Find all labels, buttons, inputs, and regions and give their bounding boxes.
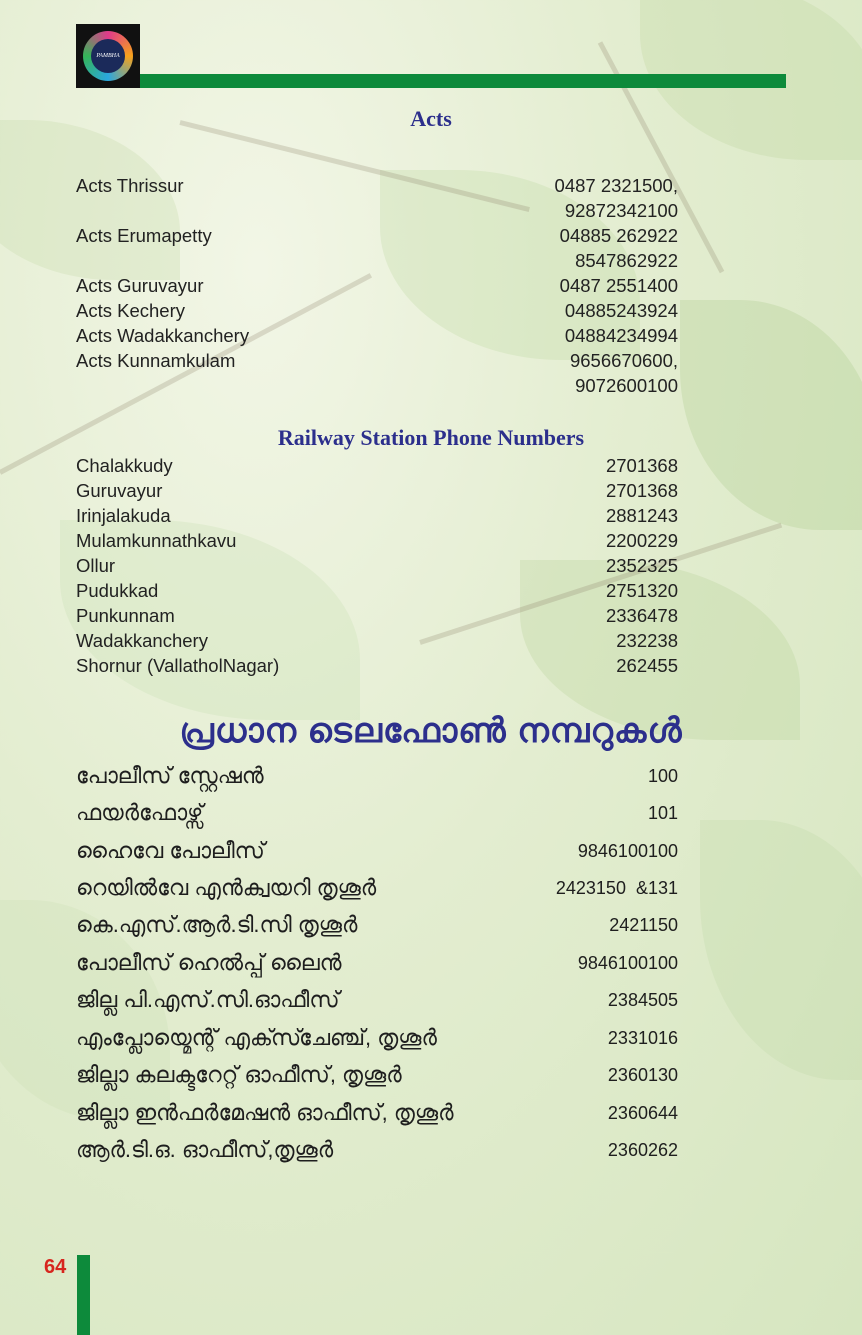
- list-item: Pudukkad 2751320: [76, 580, 678, 601]
- list-item: ഫയർഫോഴ്സ് 101: [76, 800, 678, 825]
- list-item: Irinjalakuda 2881243: [76, 505, 678, 526]
- list-item: Acts Erumapetty 04885 262922: [76, 225, 678, 246]
- list-item: Acts Wadakkanchery 04884234994: [76, 325, 678, 346]
- logo-ring: [83, 31, 133, 81]
- list-item: Wadakkanchery 232238: [76, 630, 678, 651]
- list-item: Punkunnam 2336478: [76, 605, 678, 626]
- list-item: പോലീസ് സ്റ്റേഷൻ 100: [76, 763, 678, 788]
- list-item: ആർ.ടി.ഒ. ഓഫീസ്,തൃശൂർ 2360262: [76, 1137, 678, 1162]
- list-item: കെ.എസ്.ആർ.ടി.സി തൃശൂർ 2421150: [76, 912, 678, 937]
- page-number: 64: [44, 1256, 67, 1278]
- list-item: Guruvayur 2701368: [76, 480, 678, 501]
- railway-heading: Railway Station Phone Numbers: [277, 425, 585, 450]
- list-item: Acts Kunnamkulam 9656670600,: [76, 350, 678, 371]
- list-item: 9072600100: [575, 375, 678, 396]
- header-bar: [140, 74, 786, 88]
- list-item: റെയിൽവേ എൻക്വയറി തൃശൂർ 2423150 &131: [76, 875, 678, 900]
- list-item: ജില്ലാ കലക്ടറേറ്റ് ഓഫീസ്, തൃശൂർ 2360130: [76, 1062, 678, 1087]
- list-item: ജില്ല പി.എസ്.സി.ഓഫീസ് 2384505: [76, 987, 678, 1012]
- list-item: 92872342100: [564, 200, 678, 221]
- list-item: Acts Kechery 04885243924: [76, 300, 678, 321]
- list-item: Mulamkunnathkavu 2200229: [76, 530, 678, 551]
- list-item: 8547862922: [575, 250, 678, 271]
- list-item: പോലീസ് ഹെൽപ്പ് ലൈൻ 9846100100: [76, 950, 678, 975]
- list-item: ജില്ലാ ഇൻഫർമേഷൻ ഓഫീസ്, തൃശൂർ 2360644: [76, 1100, 678, 1125]
- logo: [76, 24, 140, 88]
- list-item: ഹൈവേ പോലീസ് 9846100100: [76, 838, 678, 863]
- important-numbers-heading: പ്രധാന ടെലഫോൺ നമ്പറുകൾ: [179, 712, 683, 750]
- list-item: Shornur (VallatholNagar) 262455: [76, 655, 678, 676]
- list-item: Acts Guruvayur 0487 2551400: [76, 275, 678, 296]
- logo-text: PAMBHA: [91, 39, 125, 73]
- footer-bar: [77, 1255, 90, 1335]
- acts-heading: Acts: [410, 106, 452, 131]
- list-item: Chalakkudy 2701368: [76, 455, 678, 476]
- list-item: എംപ്ലോയ്മെന്റ് എക്സ്ചേഞ്ച്, തൃശൂർ 2331016: [76, 1025, 678, 1050]
- list-item: Acts Thrissur 0487 2321500,: [76, 175, 678, 196]
- list-item: Ollur 2352325: [76, 555, 678, 576]
